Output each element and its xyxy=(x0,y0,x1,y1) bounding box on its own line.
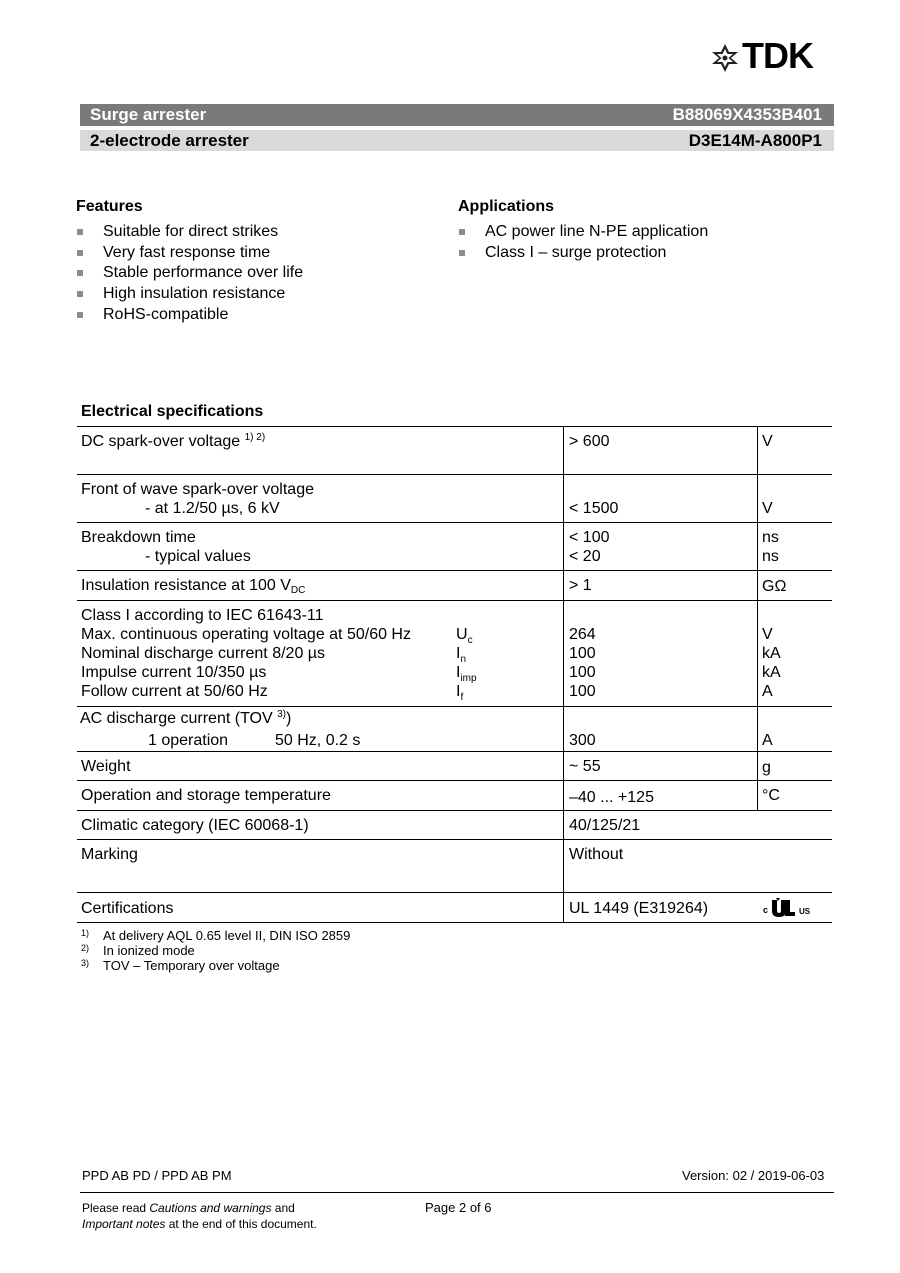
ordering-code: B88069X4353B401 xyxy=(672,105,822,124)
bullet-square-icon xyxy=(77,312,83,318)
class1-uc-value: 264 xyxy=(569,626,596,643)
climatic-value: 40/125/21 xyxy=(569,817,641,834)
features-title: Features xyxy=(76,198,143,215)
front-of-wave-unit: V xyxy=(762,500,773,517)
breakdown-unit: ns xyxy=(762,529,779,546)
class1-if-value: 100 xyxy=(569,683,596,700)
weight-unit: g xyxy=(762,759,771,776)
breakdown-condition: - typical values xyxy=(145,548,251,565)
ac-discharge-condition: 50 Hz, 0.2 s xyxy=(275,732,361,749)
class1-uc-unit: V xyxy=(762,626,773,643)
bullet-square-icon xyxy=(459,250,465,256)
class1-in-unit: kA xyxy=(762,645,781,662)
climatic-label: Climatic category (IEC 60068-1) xyxy=(81,817,309,834)
breakdown-label: Breakdown time xyxy=(81,529,196,546)
breakdown-value: < 100 xyxy=(569,529,610,546)
list-item: Very fast response time xyxy=(76,243,303,264)
footer-divider xyxy=(80,1192,834,1193)
list-item: Suitable for direct strikes xyxy=(76,222,303,243)
applications-title: Applications xyxy=(458,198,555,215)
ac-discharge-operation: 1 operation xyxy=(148,732,229,749)
footer-department: PPD AB PD / PPD AB PM xyxy=(82,1168,232,1183)
brand-name: TDK xyxy=(742,35,813,76)
specs-title: Electrical specifications xyxy=(81,403,264,420)
front-of-wave-label: Front of wave spark-over voltage xyxy=(81,481,314,498)
marking-value: Without xyxy=(569,846,624,863)
footer-page-number: Page 2 of 6 xyxy=(425,1200,492,1215)
temperature-unit: °C xyxy=(762,787,780,804)
dc-sparkover-value: > 600 xyxy=(569,433,610,450)
class1-in-label: Nominal discharge current 8/20 µs xyxy=(81,645,325,662)
breakdown-typical-value: < 20 xyxy=(569,548,601,565)
marking-label: Marking xyxy=(81,846,138,863)
product-subheader-bar xyxy=(80,130,834,151)
footer-note: Please read Cautions and warnings and Important notes at the end of this document. xyxy=(82,1201,317,1231)
list-item: RoHS-compatible xyxy=(76,305,303,326)
bullet-square-icon xyxy=(77,291,83,297)
ac-discharge-value: 300 xyxy=(569,732,596,749)
class1-uc-label: Max. continuous operating voltage at 50/60 Hz xyxy=(81,626,411,643)
type-code: D3E14M-A800P1 xyxy=(688,131,822,150)
class1-if-label: Follow current at 50/60 Hz xyxy=(81,683,268,700)
tdk-logo xyxy=(708,35,838,76)
class1-title: Class I according to IEC 61643-11 xyxy=(81,607,324,624)
features-list xyxy=(76,222,303,325)
class1-iimp-label: Impulse current 10/350 µs xyxy=(81,664,267,681)
certifications-label: Certifications xyxy=(81,900,174,917)
ac-discharge-label: AC discharge current (TOV $^{3)}$) xyxy=(80,709,292,727)
class1-iimp-value: 100 xyxy=(569,664,596,681)
class1-uc-symbol: $U_c$ xyxy=(456,626,473,647)
class1-if-symbol: $I_f$ xyxy=(456,683,464,704)
bullet-square-icon xyxy=(77,250,83,256)
class1-in-symbol: $I_n$ xyxy=(456,645,467,666)
list-item: AC power line N-PE application xyxy=(458,222,708,243)
insulation-unit: GΩ xyxy=(762,578,787,595)
bullet-square-icon xyxy=(459,229,465,235)
temperature-value: –40 ... +125 xyxy=(569,789,654,806)
applications-list xyxy=(458,222,708,263)
footnote-1: 1) At delivery AQL 0.65 level II, DIN ISO 2859 xyxy=(81,928,351,943)
class1-in-value: 100 xyxy=(569,645,596,662)
front-of-wave-condition: - at 1.2/50 µs, 6 kV xyxy=(145,500,280,517)
footnote-3: 3) TOV – Temporary over voltage xyxy=(81,958,280,973)
ul-recognized-mark-icon: c US xyxy=(763,898,815,918)
list-item: Class I – surge protection xyxy=(458,243,708,264)
front-of-wave-value: < 1500 xyxy=(569,500,619,517)
product-type: Surge arrester xyxy=(90,105,207,124)
certifications-value: UL 1449 (E319264) xyxy=(569,900,709,917)
product-subtitle: 2-electrode arrester xyxy=(90,131,249,150)
product-header-bar xyxy=(80,104,834,126)
class1-if-unit: A xyxy=(762,683,773,700)
weight-label: Weight xyxy=(81,758,131,775)
applications-section xyxy=(458,198,708,263)
footer-version: Version: 02 / 2019-06-03 xyxy=(682,1168,825,1183)
dc-sparkover-unit: V xyxy=(762,433,773,450)
breakdown-typical-unit: ns xyxy=(762,548,779,565)
class1-iimp-unit: kA xyxy=(762,664,781,681)
class1-iimp-symbol: $I_{imp}$ xyxy=(456,664,477,685)
bullet-square-icon xyxy=(77,270,83,276)
insulation-label: Insulation resistance at 100 $V_{DC}$ xyxy=(81,577,306,596)
tdk-star-icon xyxy=(710,43,740,73)
temperature-label: Operation and storage temperature xyxy=(81,787,331,804)
weight-value: ~ 55 xyxy=(569,758,601,775)
features-section xyxy=(76,198,303,325)
insulation-value: > 1 xyxy=(569,577,592,594)
footnote-2: 2) In ionized mode xyxy=(81,943,195,958)
ac-discharge-unit: A xyxy=(762,732,773,749)
list-item: High insulation resistance xyxy=(76,284,303,305)
list-item: Stable performance over life xyxy=(76,263,303,284)
bullet-square-icon xyxy=(77,229,83,235)
dc-sparkover-label: DC spark-over voltage $^{1) 2)}$ xyxy=(81,432,266,450)
